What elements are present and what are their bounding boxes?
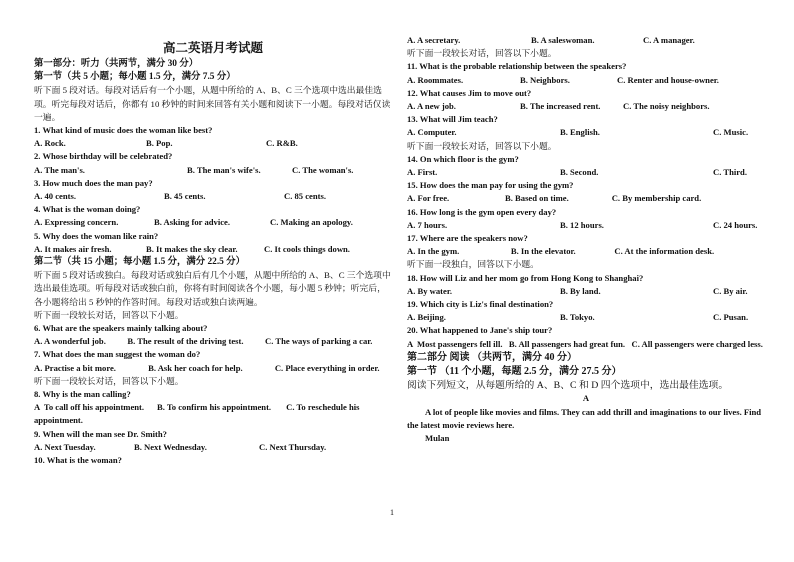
left-column bbox=[34, 34, 392, 467]
question-15: 15. How does the man pay for using the gym? bbox=[407, 180, 574, 191]
listen-prompt-18-20: 听下面一段独白，回答以下小题。 bbox=[407, 259, 539, 270]
question-11-options bbox=[407, 74, 765, 87]
listen-prompt-14-16: 听下面一段较长对话，回答以下小题。 bbox=[407, 140, 557, 151]
option-b: B. The increased rent. bbox=[520, 101, 601, 112]
question-16-options bbox=[407, 219, 765, 232]
question-14: 14. On which floor is the gym? bbox=[407, 153, 519, 164]
listen-prompt-6-7: 听下面一段较长对话，回答以下小题。 bbox=[34, 309, 184, 320]
option-a: A. Roommates. bbox=[407, 74, 464, 85]
passage-label: A bbox=[582, 393, 590, 404]
option-a: A. 7 hours. bbox=[407, 219, 448, 230]
question-8-options: A To call off his appointment. B. To confirm his appointment. C. To reschedule his appointment. bbox=[34, 402, 362, 426]
question-10: 10. What is the woman? bbox=[34, 455, 122, 466]
option-c: C. A manager. bbox=[643, 35, 695, 45]
option-c: C. Pusan. bbox=[713, 312, 749, 323]
option-b: B. 45 cents. bbox=[164, 191, 206, 202]
option-b: B. English. bbox=[560, 127, 600, 138]
question-20: 20. What happened to Jane's ship tour? bbox=[407, 325, 553, 336]
part2-instructions: 阅读下列短文，从每题所给的 A、B、C 和 D 四个选项中，选出最佳选项。 bbox=[407, 379, 729, 391]
option-a: A. Next Tuesday. bbox=[34, 441, 96, 452]
question-17: 17. Where are the speakers now? bbox=[407, 233, 528, 244]
question-4: 4. What is the woman doing? bbox=[34, 204, 141, 215]
question-1: 1. What kind of music does the woman like best? bbox=[34, 125, 213, 136]
section1-heading: 第一节（共 5 小题；每小题 1.5 分，满分 7.5 分） bbox=[34, 72, 236, 83]
option-a: A. A secretary. bbox=[407, 35, 461, 45]
question-7: 7. What does the man suggest the woman do? bbox=[34, 349, 201, 360]
option-c: C. Next Thursday. bbox=[259, 441, 327, 452]
option-b: B. Tokyo. bbox=[560, 312, 595, 323]
option-c: C. The woman's. bbox=[292, 164, 354, 175]
question-17-options: A. In the gym. B. In the elevator. C. At the information desk. bbox=[407, 246, 715, 257]
option-a: A. Computer. bbox=[407, 127, 457, 138]
option-b: B. 12 hours. bbox=[560, 219, 604, 230]
option-a: A. Expressing concern. bbox=[34, 217, 119, 228]
question-18-options bbox=[407, 285, 765, 298]
option-b: B. Neighbors. bbox=[520, 74, 570, 85]
question-5: 5. Why does the woman like rain? bbox=[34, 230, 159, 241]
option-b: B. By land. bbox=[560, 285, 601, 296]
section2-heading: 第二节（共 15 小题；每小题 1.5 分，满分 22.5 分） bbox=[34, 257, 245, 268]
passage-text: A lot of people like movies and films. They can add thrill and imaginations to our lives. Find the latest movie reviews here. bbox=[407, 406, 762, 430]
option-b: B. Second. bbox=[560, 167, 599, 178]
option-c: C. Making an apology. bbox=[270, 217, 353, 228]
question-10-options bbox=[407, 34, 765, 47]
question-20-options: A Most passengers fell ill. B. All passengers had great fun. C. All passengers were charged less. bbox=[407, 338, 763, 349]
question-9-options bbox=[34, 441, 392, 454]
question-4-options bbox=[34, 216, 392, 229]
section1-instructions: 听下面 5 段对话。每段对话后有一个小题，从题中所给的 A、B、C 三个选项中选出最佳选项。听完每段对话后，你都有 10 秒钟的时间来回答有关小题和阅读下一小题。每段对话仅读一遍。 bbox=[34, 85, 391, 122]
option-a: A. 40 cents. bbox=[34, 191, 77, 202]
question-6-options: A. A wonderful job. B. The result of the driving test. C. The ways of parking a car. bbox=[34, 336, 373, 347]
option-c: C. It cools things down. bbox=[264, 243, 350, 254]
question-1-options bbox=[34, 137, 392, 150]
question-18: 18. How will Liz and her mom go from Hong Kong to Shanghai? bbox=[407, 272, 644, 283]
question-12-options bbox=[407, 100, 765, 113]
option-b: B. A saleswoman. bbox=[531, 35, 595, 45]
option-c: C. Renter and house-owner. bbox=[617, 74, 719, 85]
option-b: B. It makes the sky clear. bbox=[146, 243, 238, 254]
question-5-options bbox=[34, 243, 392, 256]
option-a: A. It makes air fresh. bbox=[34, 243, 112, 254]
option-c: C. Third. bbox=[713, 167, 747, 178]
question-8: 8. Why is the man calling? bbox=[34, 389, 131, 400]
right-column bbox=[407, 34, 765, 445]
question-15-options: A. For free. B. Based on time. C. By membership card. bbox=[407, 193, 702, 204]
option-a: A. Rock. bbox=[34, 138, 66, 149]
option-b: B. Asking for advice. bbox=[154, 217, 231, 228]
option-a: A. The man's. bbox=[34, 164, 85, 175]
option-c: C. By air. bbox=[713, 285, 748, 296]
page-number: 1 bbox=[390, 508, 394, 517]
part2-heading: 第二部分 阅读 （共两节，满分 40 分） bbox=[407, 351, 577, 363]
option-c: C. The noisy neighbors. bbox=[623, 101, 710, 112]
passage-subtitle: Mulan bbox=[425, 432, 450, 443]
question-13-options bbox=[407, 126, 765, 139]
option-a: A. Beijing. bbox=[407, 312, 446, 323]
part1-heading: 第一部分：听力（共两节，满分 30 分） bbox=[34, 59, 199, 69]
question-3-options bbox=[34, 190, 392, 203]
option-c: C. 85 cents. bbox=[284, 191, 327, 202]
option-c: C. 24 hours. bbox=[713, 219, 758, 230]
listen-prompt-8-10: 听下面一段较长对话，回答以下小题。 bbox=[34, 375, 184, 386]
section2-instructions: 听下面 5 段对话或独白。每段对话或独白后有几个小题，从题中所给的 A、B、C 三个选项中选出最佳选项。听每段对话或独白前，你将有时间阅读各个小题，每小题 5 秒钟；听完后，各小题将给出 5 秒钟的作答时间。每段对话或独白读两遍。 bbox=[34, 270, 391, 307]
option-c: C. Music. bbox=[713, 127, 749, 138]
part2-section1-heading: 第一节 （11 个小题，每题 2.5 分，满分 27.5 分） bbox=[407, 365, 622, 377]
question-19-options bbox=[407, 311, 765, 324]
question-3: 3. How much does the man pay? bbox=[34, 177, 153, 188]
question-7-options: A. Practise a bit more. B. Ask her coach for help. C. Place everything in order. bbox=[34, 362, 380, 373]
listen-prompt-11-13: 听下面一段较长对话，回答以下小题。 bbox=[407, 48, 557, 59]
question-9: 9. When will the man see Dr. Smith? bbox=[34, 428, 167, 439]
question-6: 6. What are the speakers mainly talking about? bbox=[34, 323, 208, 334]
question-16: 16. How long is the gym open every day? bbox=[407, 206, 557, 217]
option-a: A. By water. bbox=[407, 285, 453, 296]
question-19: 19. Which city is Liz's final destination? bbox=[407, 299, 554, 310]
option-b: B. Pop. bbox=[146, 138, 173, 149]
option-b: B. Next Wednesday. bbox=[134, 441, 207, 452]
question-2: 2. Whose birthday will be celebrated? bbox=[34, 151, 173, 162]
question-11: 11. What is the probable relationship between the speakers? bbox=[407, 61, 627, 72]
option-c: C. R&B. bbox=[266, 138, 298, 149]
option-a: A. First. bbox=[407, 167, 438, 178]
question-12: 12. What causes Jim to move out? bbox=[407, 87, 532, 98]
question-14-options bbox=[407, 166, 765, 179]
option-b: B. The man's wife's. bbox=[187, 164, 261, 175]
option-a: A. A new job. bbox=[407, 101, 456, 112]
page-title: 高二英语月考试题 bbox=[162, 41, 263, 55]
question-2-options bbox=[34, 164, 392, 177]
question-13: 13. What will Jim teach? bbox=[407, 114, 498, 125]
